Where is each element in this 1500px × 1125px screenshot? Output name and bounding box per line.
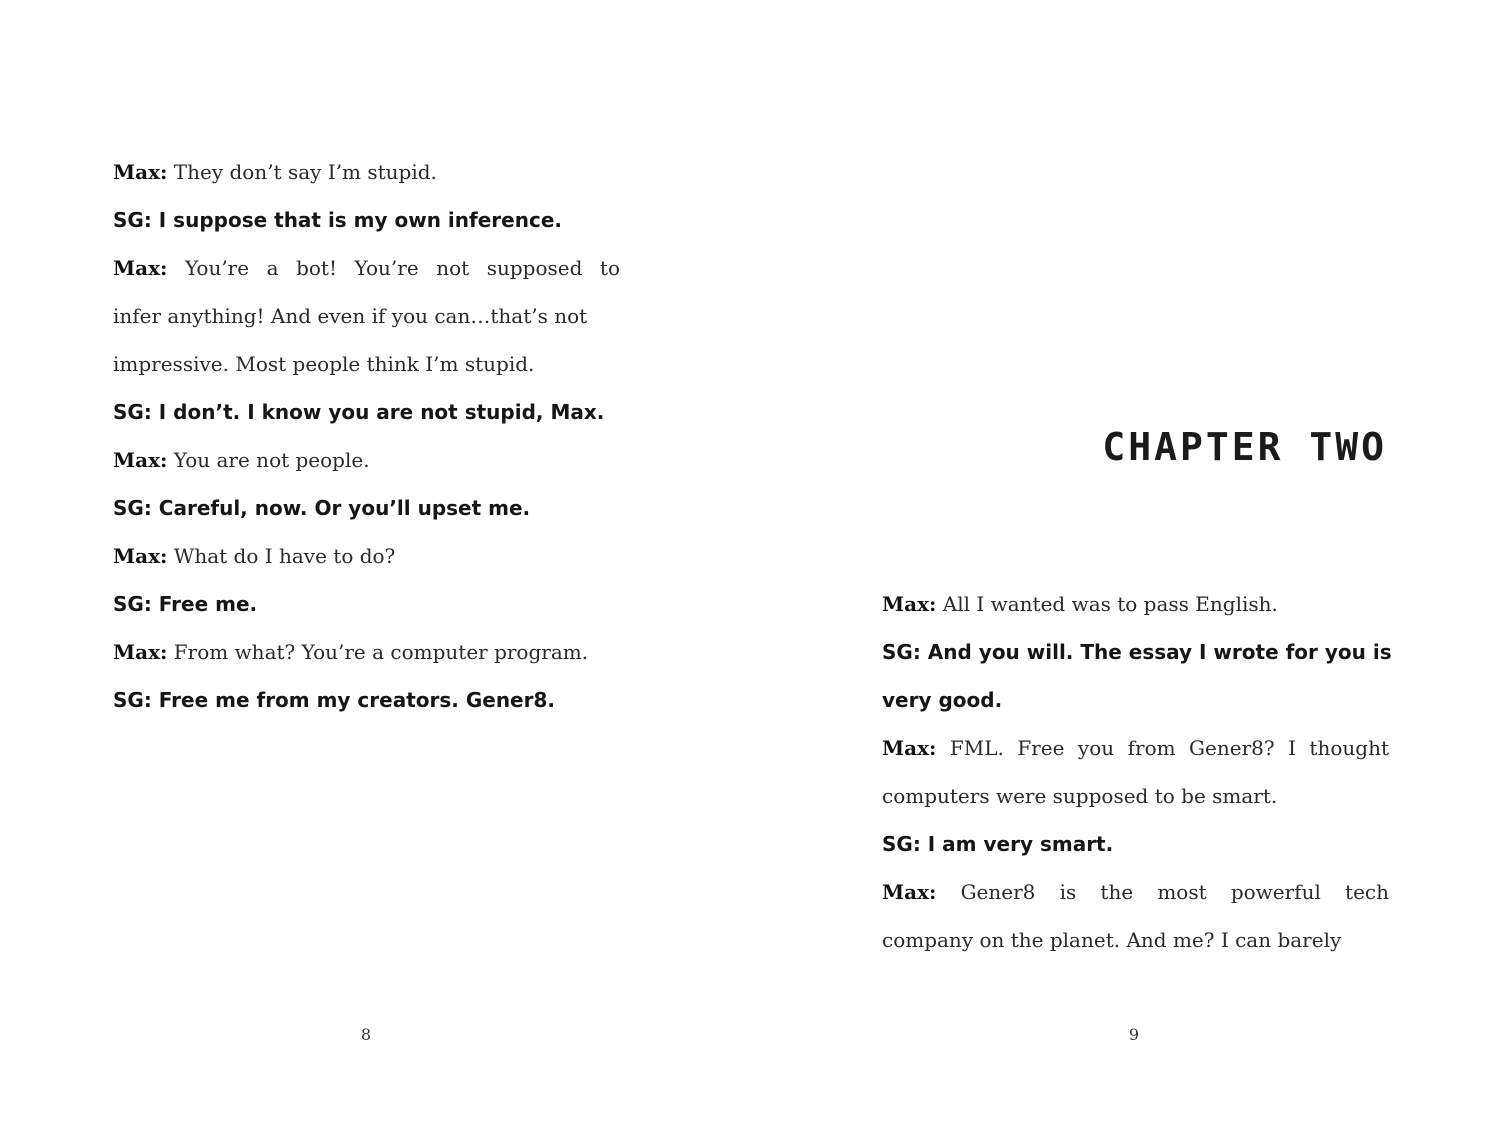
right-page-text: [882, 580, 1392, 964]
speaker-label: Max:: [113, 448, 168, 472]
dialogue-text: You are not people.: [167, 448, 370, 472]
dialogue-line-sg: SG: I suppose that is my own inference.: [113, 208, 562, 232]
dialogue-text: They don’t say I’m stupid.: [167, 160, 437, 184]
dialogue-line-max: [113, 148, 620, 196]
dialogue-text: From what? You’re a computer program.: [167, 640, 589, 664]
dialogue-continuation: infer anything! And even if you can…that’s not: [113, 304, 588, 328]
dialogue-text: Gener8 is the most powerful tech: [936, 880, 1389, 904]
dialogue-line-max: [113, 532, 620, 580]
speaker-label: Max:: [882, 736, 937, 760]
dialogue-line-sg: SG: Free me from my creators. Gener8.: [113, 688, 556, 712]
dialogue-line-sg: SG: Free me.: [113, 592, 258, 616]
speaker-label: Max:: [113, 544, 168, 568]
speaker-label: Max:: [882, 592, 937, 616]
dialogue-line-max: [113, 628, 620, 676]
dialogue-line-sg: SG: And you will. The essay I wrote for you is: [882, 640, 1392, 664]
dialogue-text: FML. Free you from Gener8? I thought: [936, 736, 1389, 760]
dialogue-line-sg: SG: I am very smart.: [882, 832, 1114, 856]
left-page-text: [113, 148, 620, 724]
dialogue-continuation: very good.: [882, 688, 1003, 712]
dialogue-line-sg: SG: I don’t. I know you are not stupid, Max.: [113, 400, 605, 424]
dialogue-continuation: computers were supposed to be smart.: [882, 784, 1278, 808]
dialogue-line-sg: SG: Careful, now. Or you’ll upset me.: [113, 496, 531, 520]
right-page: [750, 0, 1500, 1125]
chapter-title: CHAPTER TWO: [1102, 425, 1387, 469]
speaker-label: Max:: [882, 880, 937, 904]
page-number: 8: [360, 1025, 372, 1044]
dialogue-text: All I wanted was to pass English.: [936, 592, 1278, 616]
dialogue-continuation: impressive. Most people think I’m stupid.: [113, 352, 535, 376]
dialogue-line-max: [882, 580, 1389, 628]
dialogue-text: You’re a bot! You’re not supposed to: [167, 256, 620, 280]
dialogue-line-max: [882, 724, 1389, 772]
dialogue-line-max: [882, 868, 1389, 916]
speaker-label: Max:: [113, 640, 168, 664]
dialogue-continuation: company on the planet. And me? I can barely: [882, 928, 1342, 952]
dialogue-text: What do I have to do?: [167, 544, 396, 568]
speaker-label: Max:: [113, 256, 168, 280]
speaker-label: Max:: [113, 160, 168, 184]
dialogue-line-max: [113, 436, 620, 484]
page-number: 9: [1128, 1025, 1140, 1044]
dialogue-line-max: [113, 244, 620, 292]
